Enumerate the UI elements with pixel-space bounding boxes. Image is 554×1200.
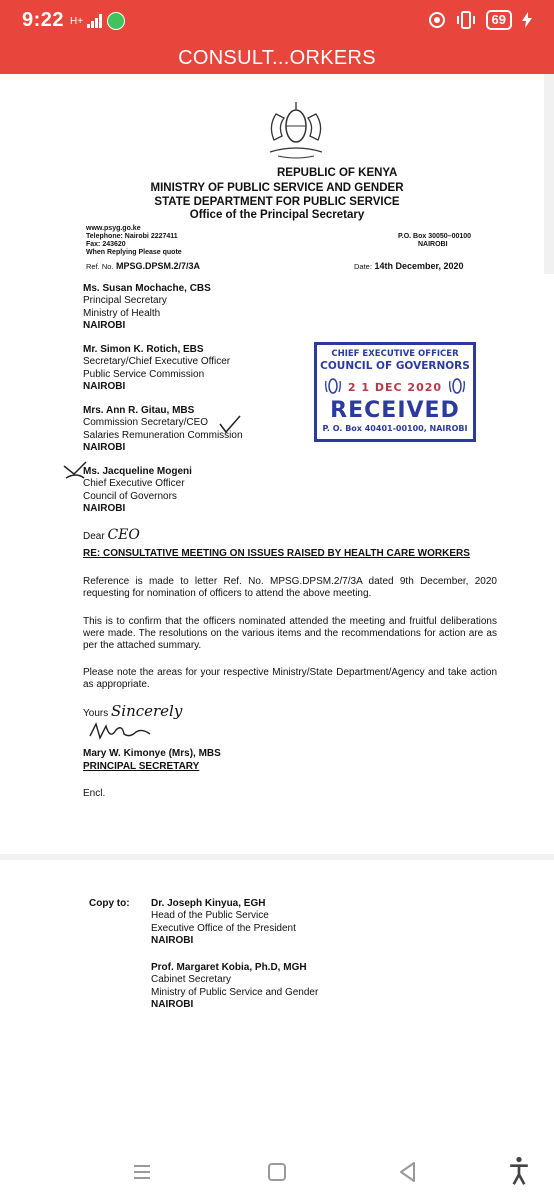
- accessibility-icon[interactable]: [506, 1156, 532, 1186]
- copy-recipient-city: NAIROBI: [151, 934, 194, 946]
- whatsapp-icon: [107, 12, 125, 30]
- reference-line: [86, 260, 200, 273]
- date-label: Date:: [354, 262, 372, 271]
- home-icon[interactable]: [266, 1158, 288, 1188]
- copy-recipient-line: Head of the Public Service: [151, 910, 269, 922]
- copy-recipient-line: Ministry of Public Service and Gender: [151, 986, 319, 998]
- addressee-name: Ms. Susan Mochache, CBS: [83, 283, 211, 294]
- salutation-text: Dear: [83, 531, 105, 542]
- addressee-block: [83, 466, 192, 515]
- signal-icon: [87, 14, 103, 28]
- letterhead-telephone: Telephone: Nairobi 2227411: [86, 233, 178, 240]
- addressee-city: NAIROBI: [83, 441, 126, 453]
- network-type-label: H+: [70, 15, 84, 27]
- document-title: CONSULT...ORKERS: [178, 47, 376, 69]
- back-icon[interactable]: [398, 1158, 418, 1188]
- letterhead-website: www.psyg.go.ke: [86, 225, 141, 232]
- stamp-line1: CHIEF EXECUTIVE OFFICER: [331, 349, 459, 359]
- letter-date: 14th December, 2020: [374, 261, 464, 271]
- ref-label: Ref. No.: [86, 262, 114, 271]
- addressee-block: [83, 283, 211, 332]
- ref-number: MPSG.DPSM.2/7/3A: [116, 261, 201, 271]
- addressee-line: Commission Secretary/CEO: [83, 417, 209, 429]
- letter-paragraph: Please note the areas for your respective Ministry/State Department/Agency and take action as appropriate.: [83, 667, 497, 690]
- addressee-city: NAIROBI: [83, 502, 126, 514]
- closing: [83, 702, 183, 720]
- addressee-line: Secretary/Chief Executive Officer: [83, 356, 231, 368]
- status-time: 9:22: [22, 9, 65, 31]
- letter-subject: RE: CONSULTATIVE MEETING ON ISSUES RAISED BY HEALTH CARE WORKERS: [83, 548, 470, 559]
- signatory-title: PRINCIPAL SECRETARY: [83, 761, 200, 772]
- status-left-icons: [70, 12, 125, 30]
- addressee-line: Public Service Commission: [83, 368, 205, 380]
- letterhead-ministry: MINISTRY OF PUBLIC SERVICE AND GENDER: [150, 182, 404, 194]
- battery-icon: [486, 10, 512, 30]
- addressee-line: Principal Secretary: [83, 295, 167, 307]
- stamp-emblem-icon: [449, 377, 465, 395]
- addressee-line: Chief Executive Officer: [83, 478, 185, 490]
- closing-text: Yours: [83, 708, 109, 719]
- addressee-name: Mr. Simon K. Rotich, EBS: [83, 344, 204, 355]
- letterhead-fax: Fax: 243620: [86, 241, 126, 248]
- stamp-line2: COUNCIL OF GOVERNORS: [320, 360, 470, 372]
- date-line: [354, 260, 464, 273]
- letterhead-reply-note: When Replying Please quote: [86, 249, 182, 256]
- addressee-name: Ms. Jacqueline Mogeni: [83, 466, 192, 477]
- copy-recipient-block: [151, 962, 318, 1011]
- coat-of-arms-icon: [262, 96, 330, 164]
- letterhead-state-department: STATE DEPARTMENT FOR PUBLIC SERVICE: [154, 196, 400, 208]
- letterhead-office: Office of the Principal Secretary: [189, 209, 365, 221]
- navigation-bar: [0, 1150, 554, 1200]
- stamp-status: RECEIVED: [330, 398, 460, 423]
- salutation-handwritten: CEO: [107, 527, 140, 543]
- enclosure-note: Encl.: [83, 788, 106, 799]
- copy-to-label: Copy to:: [89, 898, 130, 909]
- signature-image: [88, 720, 152, 742]
- copy-recipient-line: Executive Office of the President: [151, 922, 296, 934]
- addressee-block: [83, 344, 230, 393]
- document-title-bar[interactable]: [0, 42, 554, 74]
- closing-handwritten: Sincerely: [111, 702, 183, 720]
- addressee-line: Ministry of Health: [83, 307, 161, 319]
- letter-paragraph: This is to confirm that the officers nominated attended the meeting and fruitful deliberations were made. The resolutions on the various items and the recommendations for action are as per the attached summary.: [83, 616, 497, 651]
- addressee-city: NAIROBI: [83, 319, 126, 331]
- received-stamp: [314, 342, 476, 442]
- letterhead-po-box: P.O. Box 30050–00100: [398, 233, 472, 240]
- handwritten-tick-mark: [218, 414, 242, 436]
- copy-recipient-line: Cabinet Secretary: [151, 974, 232, 986]
- status-right-icons: [428, 10, 532, 30]
- status-bar: [0, 0, 554, 42]
- copy-recipient-name: Prof. Margaret Kobia, Ph.D, MGH: [151, 962, 307, 973]
- menu-icon[interactable]: [132, 1158, 152, 1188]
- handwritten-scribble-mark: [62, 460, 88, 482]
- addressee-line: Salaries Remuneration Commission: [83, 429, 243, 441]
- vibrate-icon: [456, 11, 476, 29]
- record-icon: [428, 11, 446, 29]
- letterhead-po-city: NAIROBI: [418, 241, 448, 248]
- addressee-city: NAIROBI: [83, 380, 126, 392]
- copy-recipient-block: [151, 898, 296, 947]
- addressee-name: Mrs. Ann R. Gitau, MBS: [83, 405, 195, 416]
- stamp-date: 2 1 DEC 2020: [347, 381, 443, 394]
- battery-level: 69: [491, 12, 506, 27]
- signatory-name: Mary W. Kimonye (Mrs), MBS: [83, 748, 221, 759]
- copy-recipient-name: Dr. Joseph Kinyua, EGH: [151, 898, 266, 909]
- salutation: [83, 529, 140, 543]
- stamp-address: P. O. Box 40401-00100, NAIROBI: [322, 424, 468, 433]
- copy-recipient-city: NAIROBI: [151, 998, 194, 1010]
- letterhead-republic: REPUBLIC OF KENYA: [277, 167, 398, 179]
- letter-paragraph: Reference is made to letter Ref. No. MPSG.DPSM.2/7/3A dated 9th December, 2020 requesting for nomination of officers to attend the above meeting.: [83, 576, 497, 599]
- addressee-line: Council of Governors: [83, 490, 177, 502]
- charging-icon: [522, 12, 532, 28]
